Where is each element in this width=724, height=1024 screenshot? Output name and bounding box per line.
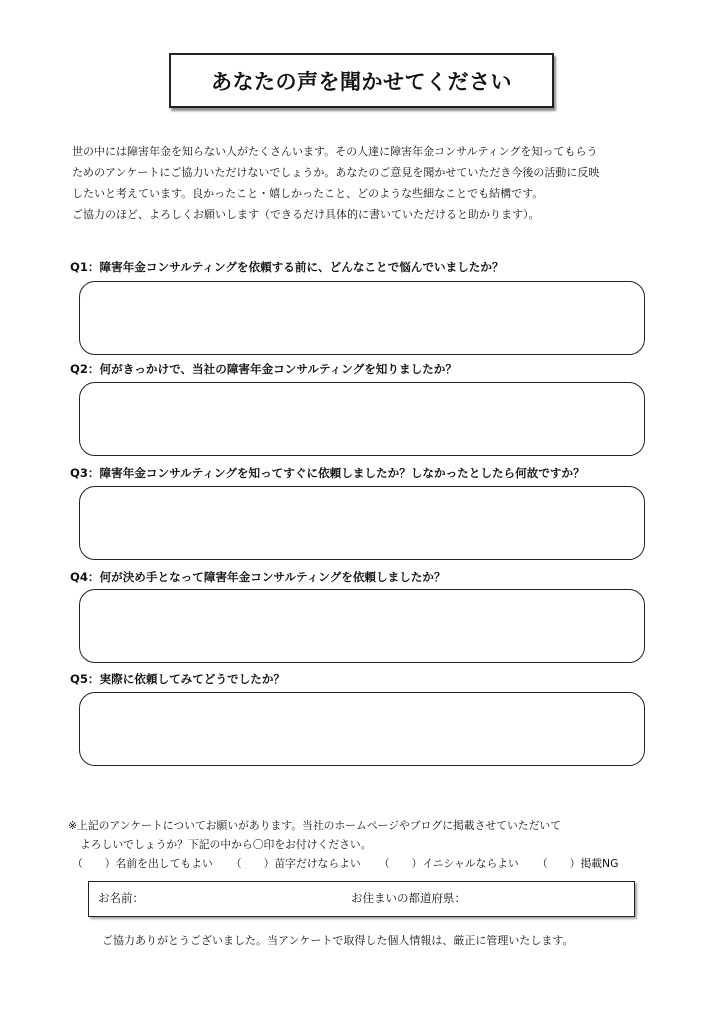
intro-line: ためのアンケートにご協力いただけないでしょうか。あなたのご意見を聞かせていただき今後の活動に反映 <box>72 166 600 179</box>
option-full-name[interactable] <box>72 854 213 873</box>
question-2-label: Q2：何がきっかけで、当社の障害年金コンサルティングを知りましたか？ <box>70 362 457 376</box>
paren-close: ） <box>569 857 581 870</box>
paren-close: ） <box>104 857 116 870</box>
publication-options <box>68 854 688 873</box>
title-box <box>169 53 554 108</box>
publication-request <box>68 816 688 873</box>
page-title: あなたの声を聞かせてください <box>211 69 512 94</box>
paren-open: （ <box>536 857 548 870</box>
answer-box-q4[interactable] <box>79 589 645 663</box>
prefecture-field-label: お住まいの都道府県： <box>351 891 466 905</box>
option-label: 苗字だけならよい <box>274 857 361 870</box>
option-label: 掲載NG <box>580 857 619 870</box>
question-3-label: Q3：障害年金コンサルティングを知ってすぐに依頼しましたか？しなかったとしたら何故ですか？ <box>70 466 585 480</box>
intro-line: 世の中には障害年金を知らない人がたくさんいます。その人達に障害年金コンサルティングを知ってもらう <box>72 145 598 158</box>
paren-close: ） <box>411 857 423 870</box>
question-4-label: Q4：何が決め手となって障害年金コンサルティングを依頼しましたか？ <box>70 570 446 584</box>
paren-open: （ <box>72 857 83 870</box>
question-5-label: Q5：実際に依頼してみてどうでしたか？ <box>70 672 286 686</box>
option-initials[interactable] <box>379 854 519 873</box>
request-line-1: ※上記のアンケートについてお願いがあります。当社のホームページやブログに掲載させていただいて <box>68 819 561 832</box>
intro-line: したいと考えています。良かったこと・嬉しかったこと、どのような些細なことでも結構です。 <box>72 187 544 200</box>
name-field-label: お名前： <box>98 891 144 905</box>
answer-box-q5[interactable] <box>79 692 645 766</box>
respondent-info-box <box>88 881 635 917</box>
answer-box-q2[interactable] <box>79 382 645 456</box>
intro-paragraph <box>72 141 672 225</box>
paren-open: （ <box>230 857 242 870</box>
footer-thanks: ご協力ありがとうございました。当アンケートで取得した個人情報は、厳正に管理いたします。 <box>102 934 574 947</box>
paren-open: （ <box>378 857 390 870</box>
intro-line: ご協力のほど、よろしくお願いします（できるだけ具体的に書いていただけると助かります）。 <box>72 208 540 221</box>
request-line-2: よろしいでしょうか？下記の中から〇印をお付けください。 <box>80 838 372 851</box>
answer-box-q1[interactable] <box>79 281 645 355</box>
option-no-publication[interactable] <box>537 854 619 873</box>
paren-close: ） <box>263 857 275 870</box>
option-label: イニシャルならよい <box>422 857 519 870</box>
option-surname-only[interactable] <box>231 854 361 873</box>
option-label: 名前を出してもよい <box>115 857 213 870</box>
answer-box-q3[interactable] <box>79 486 645 560</box>
question-1-label: Q1：障害年金コンサルティングを依頼する前に、どんなことで悩んでいましたか？ <box>70 260 504 274</box>
